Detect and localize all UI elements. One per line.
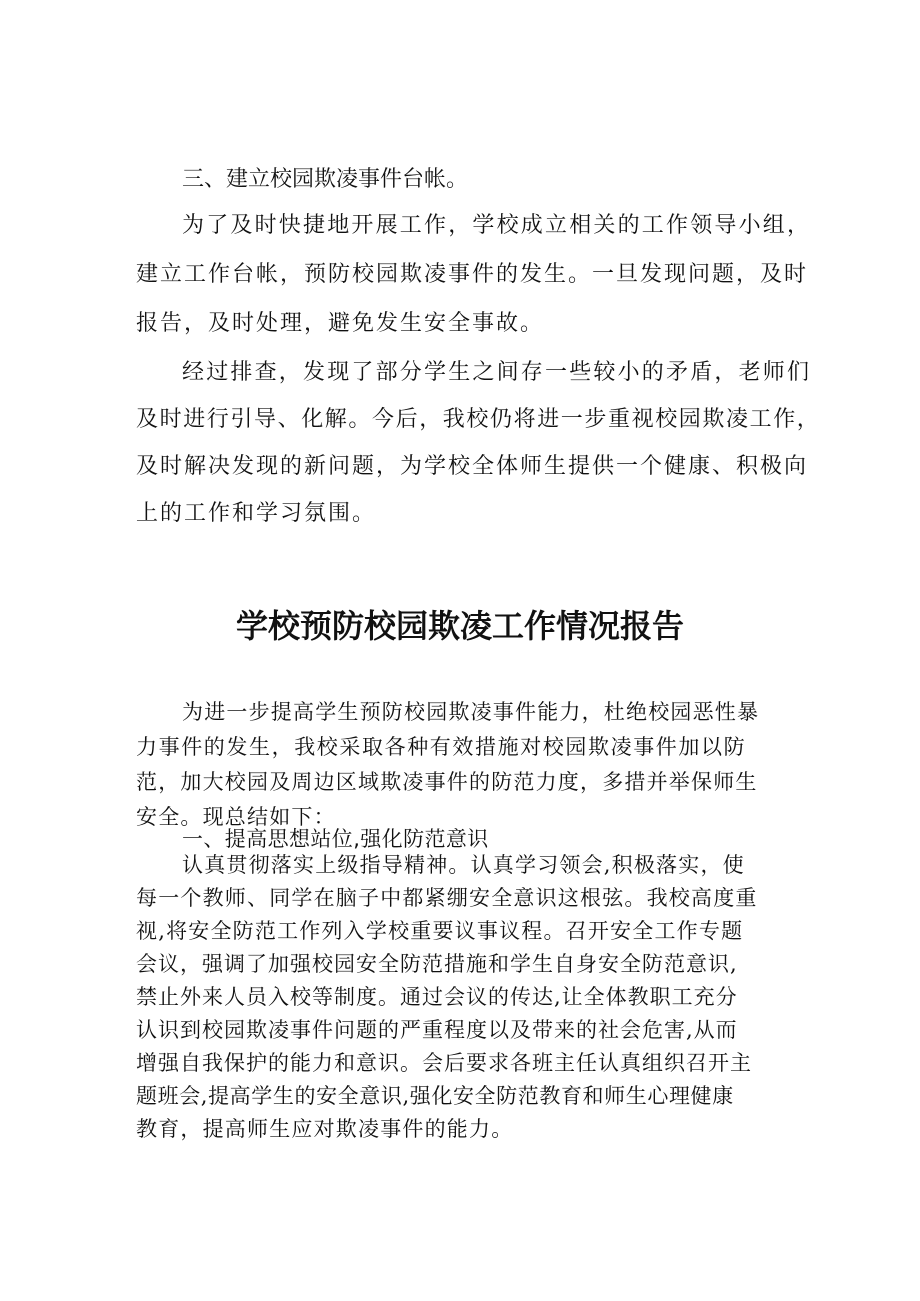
paragraph-line: 增强自我保护的能力和意识。会后要求各班主任认真组织召开主 [136, 1051, 752, 1075]
paragraph-line: 及时解决发现的新问题，为学校全体师生提供一个健康、积极向 [136, 454, 809, 479]
paragraph-line: 范，加大校园及周边区域欺凌事件的防范力度，多措并举保师生 [136, 770, 758, 794]
paragraph-line: 力事件的发生，我校采取各种有效措施对校园欺凌事件加以防 [136, 735, 747, 759]
paragraph-line: 视,将安全防范工作列入学校重要议事议程。召开安全工作专题 [136, 919, 744, 943]
paragraph-line: 上的工作和学习氛围。 [136, 501, 377, 526]
paragraph-line: 为了及时快捷地开展工作，学校成立相关的工作领导小组， [182, 213, 812, 238]
section-heading: 一、提高思想站位,强化防范意识 [182, 827, 489, 851]
paragraph-line: 及时进行引导、化解。今后，我校仍将进一步重视校园欺凌工作， [136, 407, 821, 432]
paragraph-line: 报告，及时处理，避免发生安全事故。 [136, 311, 545, 336]
paragraph-line: 为进一步提高学生预防校园欺凌事件能力，杜绝校园恶性暴 [182, 700, 760, 724]
paragraph-line: 建立工作台帐，预防校园欺凌事件的发生。一旦发现问题，及时 [136, 262, 809, 287]
report-title: 学校预防校园欺凌工作情况报告 [235, 607, 684, 645]
paragraph-line: 禁止外来人员入校等制度。通过会议的传达,让全体教职工充分 [136, 985, 738, 1009]
paragraph-line: 经过排查，发现了部分学生之间存一些较小的矛盾，老师们 [182, 360, 812, 385]
paragraph-line: 每一个教师、同学在脑子中都紧绷安全意识这根弦。我校高度重 [136, 886, 758, 910]
paragraph-line: 认识到校园欺凌事件问题的严重程度以及带来的社会危害,从而 [136, 1018, 738, 1042]
paragraph-line: 认真贯彻落实上级指导精神。认真学习领会,积极落实，使 [182, 853, 745, 877]
section-heading: 三、建立校园欺凌事件台帐。 [182, 167, 469, 192]
paragraph-line: 安全。现总结如下： [136, 805, 336, 829]
paragraph-line: 题班会,提高学生的安全意识,强化安全防范教育和师生心理健康 [136, 1084, 734, 1108]
paragraph-line: 教育，提高师生应对欺凌事件的能力。 [136, 1117, 514, 1141]
paragraph-line: 会议，强调了加强校园安全防范措施和学生自身安全防范意识, [136, 952, 738, 976]
